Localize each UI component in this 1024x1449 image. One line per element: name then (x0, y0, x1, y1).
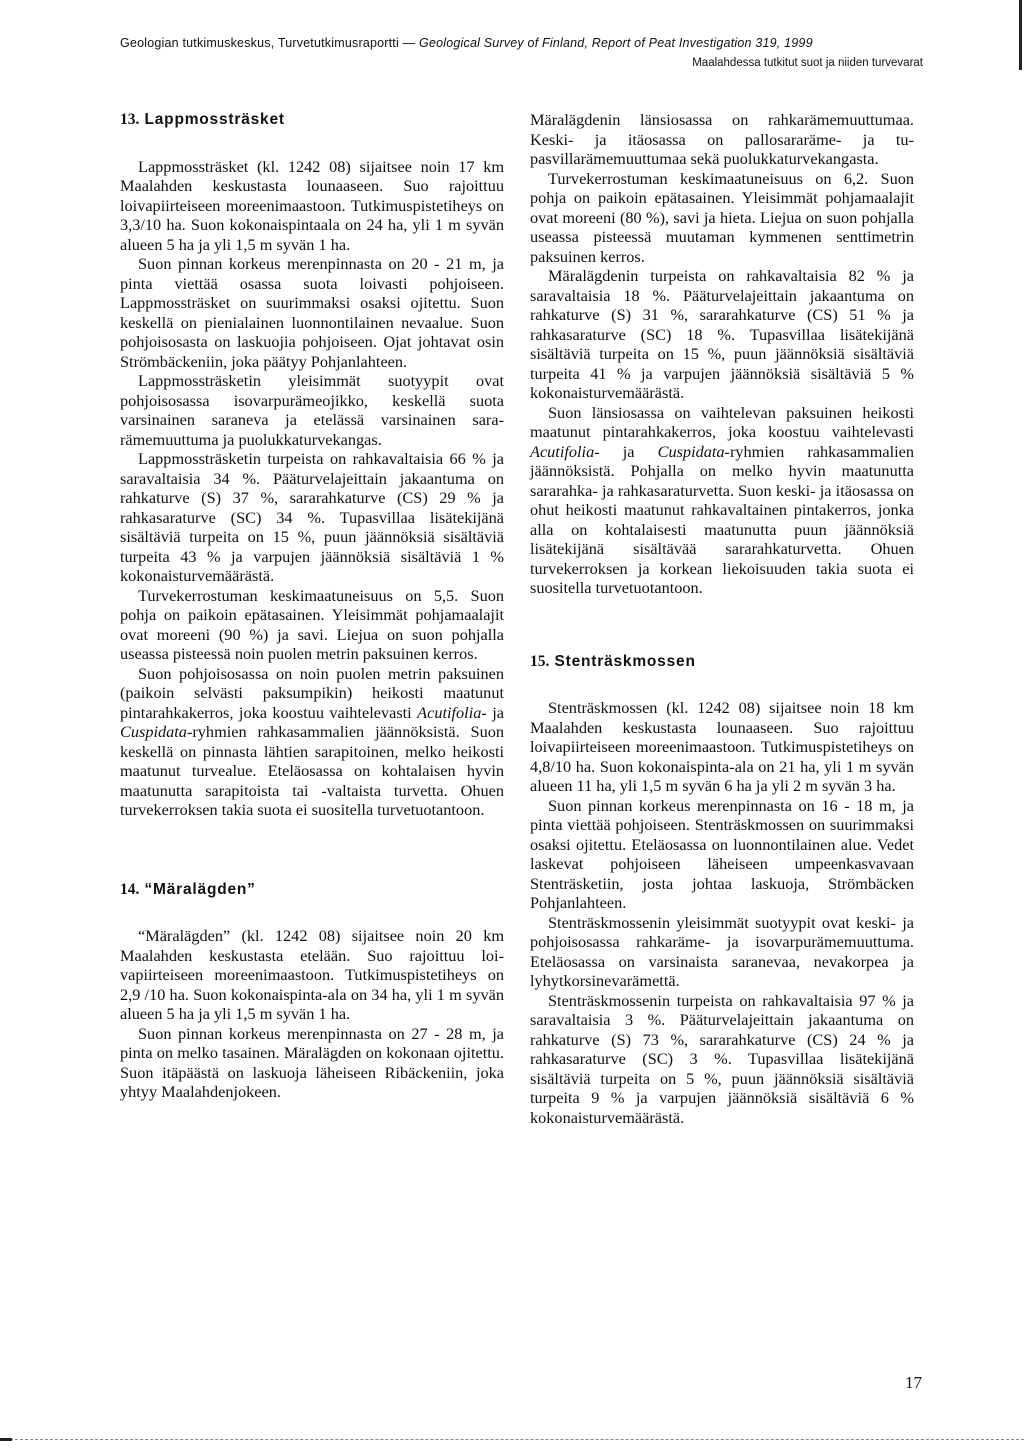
section-number-13: 13. (120, 111, 140, 128)
paragraph-15-1: Stenträskmossen (kl. 1242 08) sijaitsee noin 18 km Maalahden keskustasta lounaaseen. Suo rajoittuu loivapiirteiseen moreenimaastoon. Tutkimuspistetiheys on 4,8/10 ha. Suon kokonaispinta-ala on 21 ha, yli 1 m syvän alueen 11 ha, yli 1,5 m syvän 6 ha ja yli 2 m syvän 3 ha. (530, 698, 914, 795)
species-name: Cuspidata (657, 441, 725, 461)
section-number-15: 15. (530, 652, 550, 670)
paragraph-15-2: Suon pinnan korkeus merenpinnasta on 16 - 18 m, ja pinta viettää pohjoiseen. Stenträskmossen on suurimmaksi osaksi ojitettu. Eteläosassa on luonnontilainen alue. Vedet laskevat pohjoiseen läheiseen umpeenkasvavaan Stenträsketiin, josta johtaa laskuoja, Strömbäcken Pohjanlahteen. (530, 795, 914, 912)
running-subtitle: Maalahdessa tutkitut suot ja niiden turvevarat (692, 57, 923, 69)
paragraph-14-4: Turvekerrostuman keskimaatuneisuus on 6,2. Suon pohja on paikoin epätasainen. Yleisimmät pohjamaalajit ovat moreeni (80 %), savi ja hieta. Liejua on suon pohjalla useassa pisteessä muutaman kymmenen senttimetrin paksuinen kerros. (530, 168, 914, 266)
paragraph-13-2: Suon pinnan korkeus merenpinnasta on 20 - 21 m, ja pinta viettää osassa suota loivasti pohjoiseen. Lappmossträsket on suurimmaksi osaksi ojitettu. Suon keskellä on pienialainen luonnontilainen nevaalue. Suon pohjoisosasta on laskuojia pohjoiseen. Ojat johtavat osin Strömbäckeniin, joka päätyy Pohjanlahteen. (120, 254, 504, 371)
page-number: 17 (905, 1373, 922, 1392)
paragraph-14-6: Suon länsiosassa on vaihtelevan paksuinen heikosti maatunut pintarahkakerros, joka koostuu vaihtelevasti Acutifolia- ja Cuspidata-ryhmien rahkasammalien jäännöksistä. Pohjalla on melko hyvin maatunutta sararahka- ja rahkasaraturvetta. Suon keski- ja itäosassa on ohut heikosti maatunut rahkavaltainen pintakerros, jonka alla on kohtalaisesti maatunutta puun jäännöksiä lisätekijänä sisältävää sararahkaturvetta. Ohuen turvekerroksen ja korkean liekoisuuden takia suota ei suositella turvetuotantoon. (530, 402, 915, 597)
section-title-13: Lappmossträsket (144, 111, 285, 128)
paragraph-14-1: “Märalägden” (kl. 1242 08) sijaitsee noin 20 km Maalahden keskustasta etelään. Suo rajoittuu loivapiirteiseen moreenimaastoon. Tutkimuspistetiheys on 2,9 /10 ha. Suon kokonaispinta-ala on 34 ha, yli 1 m syvän alueen 5 ha ja yli 1,5 m syvän 1 ha. (120, 926, 504, 1023)
paragraph-13-1: Lappmossträsket (kl. 1242 08) sijaitsee noin 17 km Maalahden keskustasta lounaaseen. Suo rajoittuu loivapiirteiseen moreenimaastoon. Tutkimuspistetiheys on 3,3/10 ha. Suon kokonaispintaala on 24 ha, yli 1 m syvän alueen 5 ha ja yli 1,5 m syvän 1 ha. (120, 156, 504, 254)
section-heading-14 (120, 880, 504, 900)
paragraph-14-5: Märalägdenin turpeista on rahkavaltaisia 82 % ja saravaltaisia 18 %. Pääturvelajeittain jakaantuma on rahkaturve (S) 31 %, sararahkaturve (CS) 51 % ja rahkasaraturve (SC) 18 %. Tupasvillaa lisätekijänä sisältäviä turpeita on 15 %, puun jäännöksiä sisältäviä turpeita 41 % ja varpujen jäännöksiä sisältäviä 5 % kokonaisturvemäärästä. (530, 266, 914, 402)
paragraph-15-4: Stenträskmossenin turpeista on rahkavaltaisia 97 % ja saravaltaisia 3 %. Pääturvelajeittain jakaantuma on rahkaturve (S) 73 %, sararahkaturve (CS) 24 % ja rahkasaraturve (SC) 3 %. Tupasvillaa lisätekijänä sisältäviä turpeita on 5 %, puun jäännöksiä sisältäviä turpeita 9 % ja varpujen jäännöksiä sisältäviä 6 % kokonaisturvemäärästä. (530, 990, 914, 1127)
right-column (530, 110, 914, 1127)
section-title-15: Stenträskmossen (554, 652, 696, 670)
scan-corner-mark (0, 1438, 12, 1441)
species-name: Acutifolia (417, 702, 482, 722)
section-heading-13 (120, 110, 504, 130)
species-name: Acutifolia (530, 441, 595, 461)
paragraph-14-3: Märalägdenin länsiosassa on rahkarämemuuttumaa. Keski- ja itäosassa on pallosararäme- ja tupasvillarämemuuttumaa sekä puolukkaturvekangasta. (530, 110, 914, 168)
paragraph-13-3: Lappmossträsketin yleisimmät suotyypit ovat pohjoisosassa isovarpurämeojikko, keskellä suota varsinainen saraneva ja etelässä varsinainen sararämemuuttuma ja puolukkaturvekangas. (120, 371, 504, 449)
scan-bottom-rule (0, 1439, 1024, 1441)
paragraph-13-5: Turvekerrostuman keskimaatuneisuus on 5,5. Suon pohja on paikoin epätasainen. Yleisimmät pohjamaalajit ovat moreeni (90 %) ja savi. Liejua on suon pohjalla useassa pisteessä noin puolen metrin paksuinen kerros. (120, 585, 504, 663)
running-header (120, 36, 920, 50)
scan-edge-mark (1019, 0, 1022, 70)
header-series: Geological Survey of Finland, Report of Peat Investigation 319, 1999 (419, 36, 813, 50)
left-column (120, 110, 504, 1102)
paragraph-13-4: Lappmossträsketin turpeista on rahkavaltaisia 66 % ja saravaltaisia 34 %. Pääturvelajeittain jakaantuma on rahkaturve (S) 37 %, sararahkaturve (CS) 29 % ja rahkasaraturve (SC) 34 %. Tupasvillaa lisätekijänä sisältäviä turpeita on 15 %, puun jäännöksiä sisältäviä turpeita 43 % ja varpujen jäännöksiä sisältäviä 1 % kokonaisturvemäärästä. (120, 449, 504, 585)
paragraph-14-2: Suon pinnan korkeus merenpinnasta on 27 - 28 m, ja pinta on melko tasainen. Märalägden on kokonaan ojitettu. Suon itäpäästä on laskuoja läheiseen Ribäckeniin, joka yhtyy Maalahdenjokeen. (120, 1023, 504, 1101)
paragraph-13-6: Suon pohjoisosassa on noin puolen metrin paksuinen (paikoin selvästi paksumpikin) heikosti maatunut pintarahkakerros, joka koostuu vaihtelevasti Acutifolia- ja Cuspidata-ryhmien rahkasammalien jäännöksistä. Suon keskellä on pinnasta lähtien sarapitoinen, melko heikosti maatunut turvealue. Eteläosassa on kohtalaisen hyvin maatunutta sarapitoista tai -valtaista turvetta. Ohuen turvekerroksen takia suota ei suositella turvetuotantoon. (120, 663, 504, 819)
section-number-14: 14. (120, 880, 140, 898)
paragraph-15-3: Stenträskmossenin yleisimmät suotyypit ovat keski- ja pohjoisosassa rahkaräme- ja isovarpurämemuuttuma. Eteläosassa on varsinaista saranevaa, nevakorpea ja lyhytkorsinevarämettä. (530, 912, 914, 990)
header-publisher: Geologian tutkimuskeskus, Turvetutkimusraportti — (120, 36, 416, 50)
section-title-14: “Märalägden” (144, 880, 256, 898)
species-name: Cuspidata (120, 722, 187, 741)
section-heading-15 (530, 652, 914, 672)
